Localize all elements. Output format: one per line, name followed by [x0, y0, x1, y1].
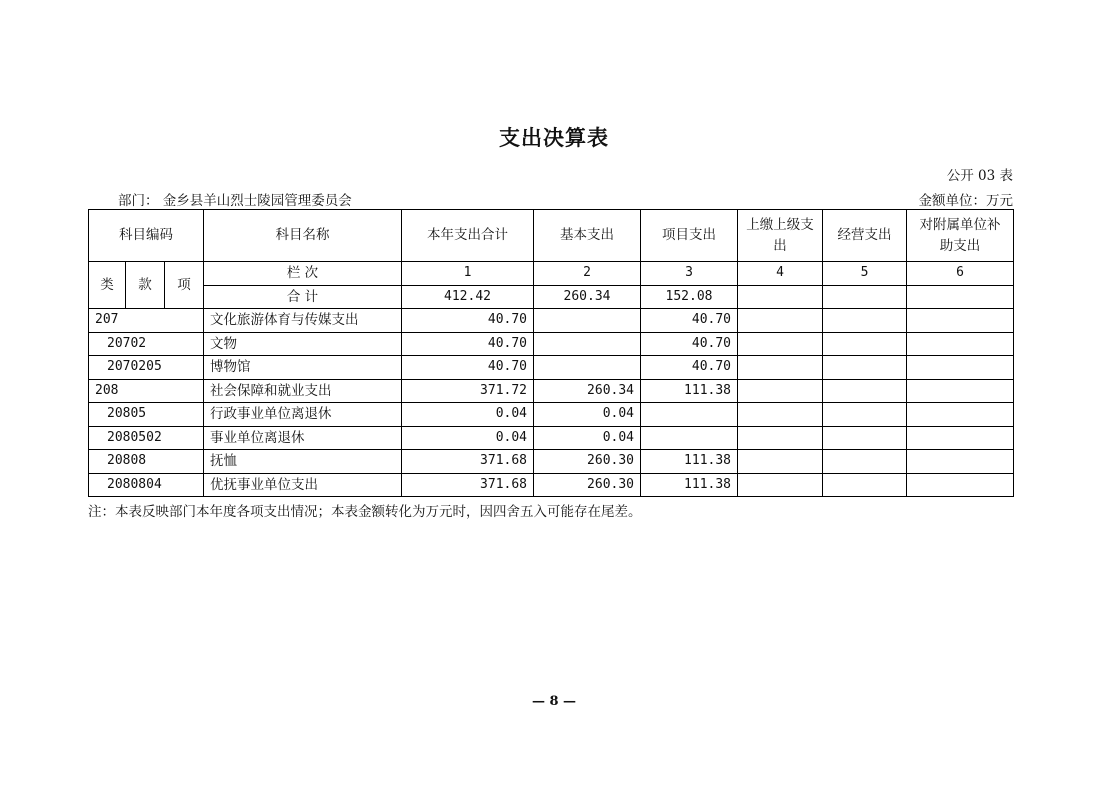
row-name: 抚恤 — [204, 450, 402, 474]
row-business — [823, 379, 907, 403]
header-upper: 上缴上级支出 — [738, 210, 823, 262]
row-upper — [738, 403, 823, 427]
footnote: 注：本表反映部门本年度各项支出情况；本表金额转化为万元时，因四舍五入可能存在尾差。 — [88, 504, 642, 520]
row-total: 371.72 — [402, 379, 534, 403]
row-name: 优抚事业单位支出 — [204, 473, 402, 497]
row-upper — [738, 332, 823, 356]
col-number: 4 — [738, 262, 823, 286]
row-project: 40.70 — [641, 309, 738, 333]
row-project: 111.38 — [641, 473, 738, 497]
total-label: 合 计 — [204, 285, 402, 309]
page-title: 支出决算表 — [499, 125, 609, 150]
row-project: 111.38 — [641, 379, 738, 403]
row-upper — [738, 379, 823, 403]
row-basic: 0.04 — [534, 426, 641, 450]
row-subsidy — [907, 332, 1014, 356]
table-row — [89, 473, 1014, 497]
table-row — [89, 356, 1014, 380]
row-total: 40.70 — [402, 356, 534, 380]
col-number: 5 — [823, 262, 907, 286]
header-total: 本年支出合计 — [402, 210, 534, 262]
total-value: 412.42 — [402, 285, 534, 309]
header-row — [89, 210, 1014, 262]
row-business — [823, 309, 907, 333]
row-upper — [738, 309, 823, 333]
form-number: 公开 03 表 — [946, 168, 1013, 184]
header-name: 科目名称 — [204, 210, 402, 262]
row-upper — [738, 473, 823, 497]
col-number: 3 — [641, 262, 738, 286]
table-row — [89, 426, 1014, 450]
column-number-row — [89, 262, 1014, 286]
row-name: 行政事业单位离退休 — [204, 403, 402, 427]
row-basic: 260.30 — [534, 450, 641, 474]
header-business: 经营支出 — [823, 210, 907, 262]
total-value — [738, 285, 823, 309]
row-code: 207 — [89, 309, 204, 333]
header-code: 科目编码 — [89, 210, 204, 262]
row-name: 博物馆 — [204, 356, 402, 380]
row-project: 40.70 — [641, 356, 738, 380]
header-lei: 类 — [89, 262, 126, 309]
table-row — [89, 379, 1014, 403]
row-business — [823, 450, 907, 474]
row-upper — [738, 450, 823, 474]
row-subsidy — [907, 356, 1014, 380]
row-total: 40.70 — [402, 309, 534, 333]
total-row — [89, 285, 1014, 309]
total-value: 152.08 — [641, 285, 738, 309]
row-business — [823, 426, 907, 450]
row-code: 2080804 — [89, 473, 204, 497]
header-lanci: 栏 次 — [204, 262, 402, 286]
expenditure-table — [88, 209, 1014, 497]
header-basic: 基本支出 — [534, 210, 641, 262]
total-value: 260.34 — [534, 285, 641, 309]
amount-unit-label: 金额单位：万元 — [918, 193, 1013, 209]
header-kuan: 款 — [126, 262, 165, 309]
row-basic — [534, 309, 641, 333]
row-code: 20702 — [89, 332, 204, 356]
row-name: 事业单位离退休 — [204, 426, 402, 450]
row-name: 文化旅游体育与传媒支出 — [204, 309, 402, 333]
total-value — [907, 285, 1014, 309]
row-basic — [534, 332, 641, 356]
row-total: 40.70 — [402, 332, 534, 356]
row-code: 20805 — [89, 403, 204, 427]
row-total: 0.04 — [402, 403, 534, 427]
data-rows — [89, 309, 1014, 497]
row-subsidy — [907, 450, 1014, 474]
row-code: 2080502 — [89, 426, 204, 450]
header-project: 项目支出 — [641, 210, 738, 262]
row-subsidy — [907, 473, 1014, 497]
row-subsidy — [907, 403, 1014, 427]
row-project: 111.38 — [641, 450, 738, 474]
row-code: 20808 — [89, 450, 204, 474]
row-subsidy — [907, 379, 1014, 403]
table-row — [89, 309, 1014, 333]
row-business — [823, 332, 907, 356]
row-basic: 260.30 — [534, 473, 641, 497]
table-row — [89, 332, 1014, 356]
page-number: — 8 — — [531, 694, 577, 709]
row-total: 371.68 — [402, 450, 534, 474]
row-subsidy — [907, 309, 1014, 333]
row-basic: 0.04 — [534, 403, 641, 427]
row-project — [641, 403, 738, 427]
row-name: 文物 — [204, 332, 402, 356]
total-value — [823, 285, 907, 309]
row-subsidy — [907, 426, 1014, 450]
row-upper — [738, 356, 823, 380]
row-project: 40.70 — [641, 332, 738, 356]
col-number: 6 — [907, 262, 1014, 286]
row-project — [641, 426, 738, 450]
row-upper — [738, 426, 823, 450]
row-basic — [534, 356, 641, 380]
row-business — [823, 403, 907, 427]
header-xiang: 项 — [165, 262, 204, 309]
col-number: 2 — [534, 262, 641, 286]
department-label: 部门： 金乡县羊山烈士陵园管理委员会 — [118, 193, 352, 209]
row-total: 0.04 — [402, 426, 534, 450]
row-business — [823, 356, 907, 380]
row-basic: 260.34 — [534, 379, 641, 403]
col-number: 1 — [402, 262, 534, 286]
row-name: 社会保障和就业支出 — [204, 379, 402, 403]
row-business — [823, 473, 907, 497]
row-total: 371.68 — [402, 473, 534, 497]
table-row — [89, 450, 1014, 474]
row-code: 2070205 — [89, 356, 204, 380]
table-row — [89, 403, 1014, 427]
row-code: 208 — [89, 379, 204, 403]
header-subsidy: 对附属单位补助支出 — [907, 210, 1014, 262]
